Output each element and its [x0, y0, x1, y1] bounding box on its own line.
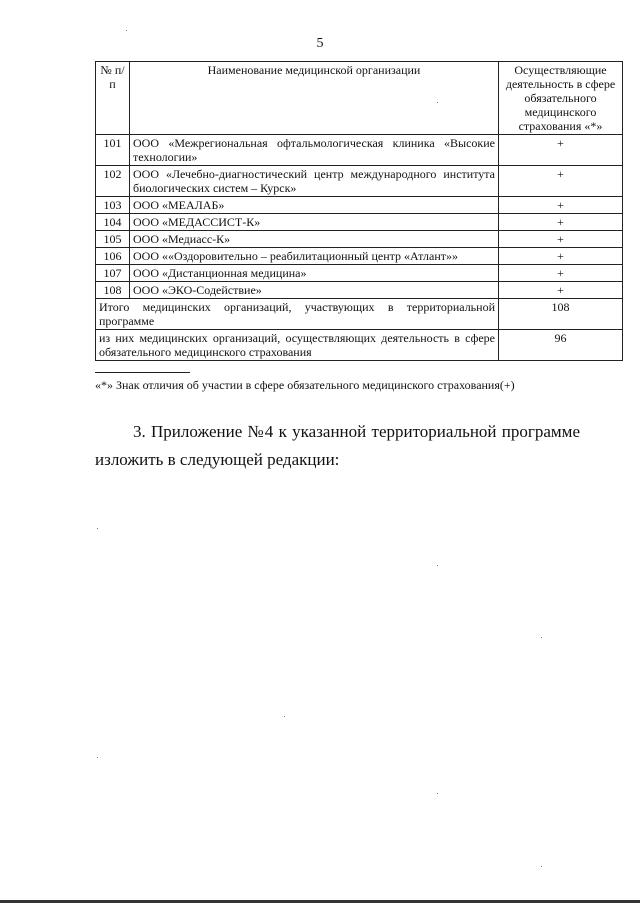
organization-name: ООО «Медиасс-К» — [130, 231, 499, 248]
footnote: «*» Знак отличия об участии в сфере обязательного медицинского страхования(+) — [95, 378, 515, 392]
oms-mark: + — [499, 282, 623, 299]
oms-mark: + — [499, 166, 623, 197]
row-number: 103 — [96, 197, 130, 214]
table-row — [96, 265, 623, 282]
oms-mark: + — [499, 231, 623, 248]
table-row — [96, 231, 623, 248]
total-row — [96, 299, 623, 330]
scan-speck — [437, 793, 438, 794]
table-row — [96, 135, 623, 166]
total-participating-label: Итого медицинских организаций, участвующих в территориальной программе — [96, 299, 499, 330]
table-row — [96, 214, 623, 231]
row-number: 106 — [96, 248, 130, 265]
scan-edge — [0, 900, 640, 903]
header-oms-participation: Осуществляющие деятельность в сфере обязательного медицинского страхования «*» — [499, 62, 623, 135]
paragraph-line-1: 3. Приложение №4 к указанной территориальной программе — [133, 422, 580, 441]
paragraph-line-2: изложить в следующей редакции: — [95, 450, 340, 469]
medical-organizations-table — [95, 61, 623, 361]
total-row — [96, 330, 623, 361]
organization-name: ООО «Межрегиональная офтальмологическая клиника «Высокие технологии» — [130, 135, 499, 166]
oms-mark: + — [499, 265, 623, 282]
total-oms-value: 96 — [499, 330, 623, 361]
organization-name: ООО «МЕАЛАБ» — [130, 197, 499, 214]
row-number: 101 — [96, 135, 130, 166]
row-number: 102 — [96, 166, 130, 197]
organization-name: ООО «МЕДАССИСТ-К» — [130, 214, 499, 231]
scan-speck — [437, 102, 438, 103]
table-row — [96, 282, 623, 299]
table-header-row — [96, 62, 623, 135]
organization-name: ООО ««Оздоровительно – реабилитационный центр «Атлант»» — [130, 248, 499, 265]
row-number: 104 — [96, 214, 130, 231]
total-oms-label: из них медицинских организаций, осуществляющих деятельность в сфере обязательного медицинского страхования — [96, 330, 499, 361]
row-number: 107 — [96, 265, 130, 282]
table-row — [96, 197, 623, 214]
scan-speck — [541, 637, 542, 638]
organization-name: ООО «ЭКО-Содействие» — [130, 282, 499, 299]
oms-mark: + — [499, 135, 623, 166]
table-row — [96, 248, 623, 265]
table-row — [96, 166, 623, 197]
organization-name: ООО «Дистанционная медицина» — [130, 265, 499, 282]
row-number: 105 — [96, 231, 130, 248]
header-organization-name: Наименование медицинской организации — [130, 62, 499, 135]
scan-speck — [541, 866, 542, 867]
header-number: № п/п — [96, 62, 130, 135]
footnote-separator — [95, 372, 190, 373]
amendment-paragraph — [95, 418, 580, 474]
oms-mark: + — [499, 197, 623, 214]
oms-mark: + — [499, 248, 623, 265]
scan-speck — [97, 757, 98, 758]
scan-speck — [284, 716, 285, 717]
organization-name: ООО «Лечебно-диагностический центр международного института биологических систем – Курск» — [130, 166, 499, 197]
total-participating-value: 108 — [499, 299, 623, 330]
scan-speck — [437, 565, 438, 566]
scan-speck — [97, 528, 98, 529]
page-number: 5 — [316, 36, 324, 51]
scan-speck — [126, 30, 127, 31]
row-number: 108 — [96, 282, 130, 299]
oms-mark: + — [499, 214, 623, 231]
